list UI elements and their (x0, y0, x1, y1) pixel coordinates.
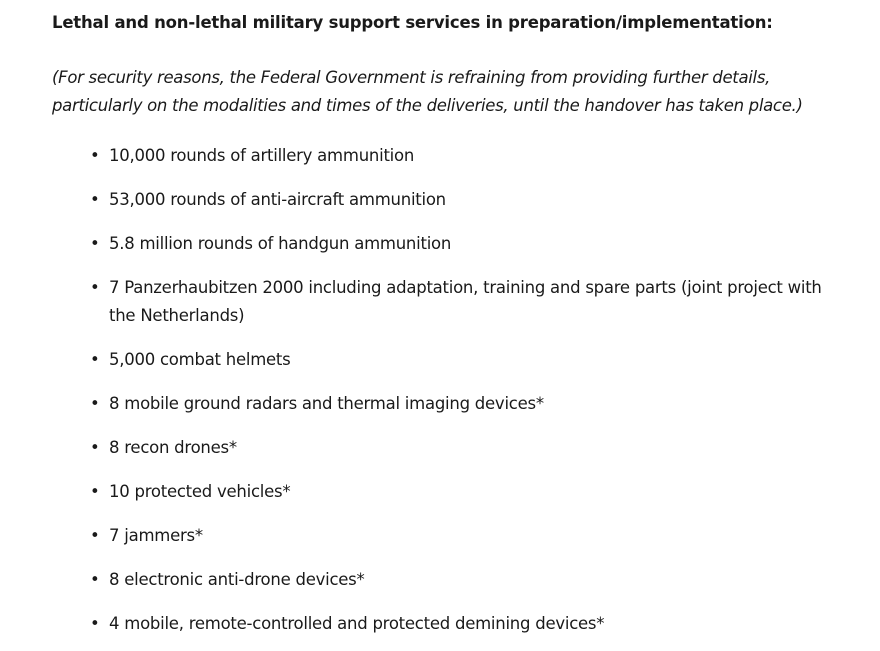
list-item-text: 8 recon drones* (109, 438, 237, 457)
bullet-icon: • (90, 278, 100, 297)
security-note: (For security reasons, the Federal Government is refraining from providing further details, particularly on the modalities and times of the deliveries, until the handover has taken place.) (52, 68, 803, 115)
bullet-icon: • (90, 394, 100, 413)
bullet-icon: • (90, 350, 100, 369)
list-item-text: 4 mobile, remote-controlled and protected demining devices* (109, 614, 605, 633)
list-item (52, 478, 829, 506)
bullet-icon: • (90, 482, 100, 501)
list-item (52, 434, 829, 462)
bullet-icon: • (90, 146, 100, 165)
bullet-icon: • (90, 234, 100, 253)
bullet-icon: • (90, 614, 100, 633)
list-item-text: 8 mobile ground radars and thermal imaging devices* (109, 394, 544, 413)
list-item-text: 5,000 combat helmets (109, 350, 291, 369)
list-item-text: 10 protected vehicles* (109, 482, 291, 501)
list-item (52, 346, 829, 374)
list-item-text: 53,000 rounds of anti-aircraft ammunition (109, 190, 446, 209)
list-item (52, 610, 829, 638)
list-item (52, 230, 829, 258)
list-item-text: 10,000 rounds of artillery ammunition (109, 146, 415, 165)
list-item-text: 7 jammers* (109, 526, 203, 545)
list-item-text: 5.8 million rounds of handgun ammunition (109, 234, 452, 253)
support-services-list (52, 142, 840, 638)
list-item (52, 274, 829, 330)
list-item (52, 390, 829, 418)
list-item-text: 8 electronic anti-drone devices* (109, 570, 365, 589)
bullet-icon: • (90, 526, 100, 545)
list-item (52, 522, 829, 550)
section-heading: Lethal and non-lethal military support services in preparation/implementation: (52, 13, 773, 32)
bullet-icon: • (90, 570, 100, 589)
list-item (52, 142, 829, 170)
bullet-icon: • (90, 438, 100, 457)
list-item-text: 7 Panzerhaubitzen 2000 including adaptation, training and spare parts (joint project with the Netherlands) (109, 278, 822, 325)
list-item (52, 186, 829, 214)
bullet-icon: • (90, 190, 100, 209)
list-item (52, 566, 829, 594)
